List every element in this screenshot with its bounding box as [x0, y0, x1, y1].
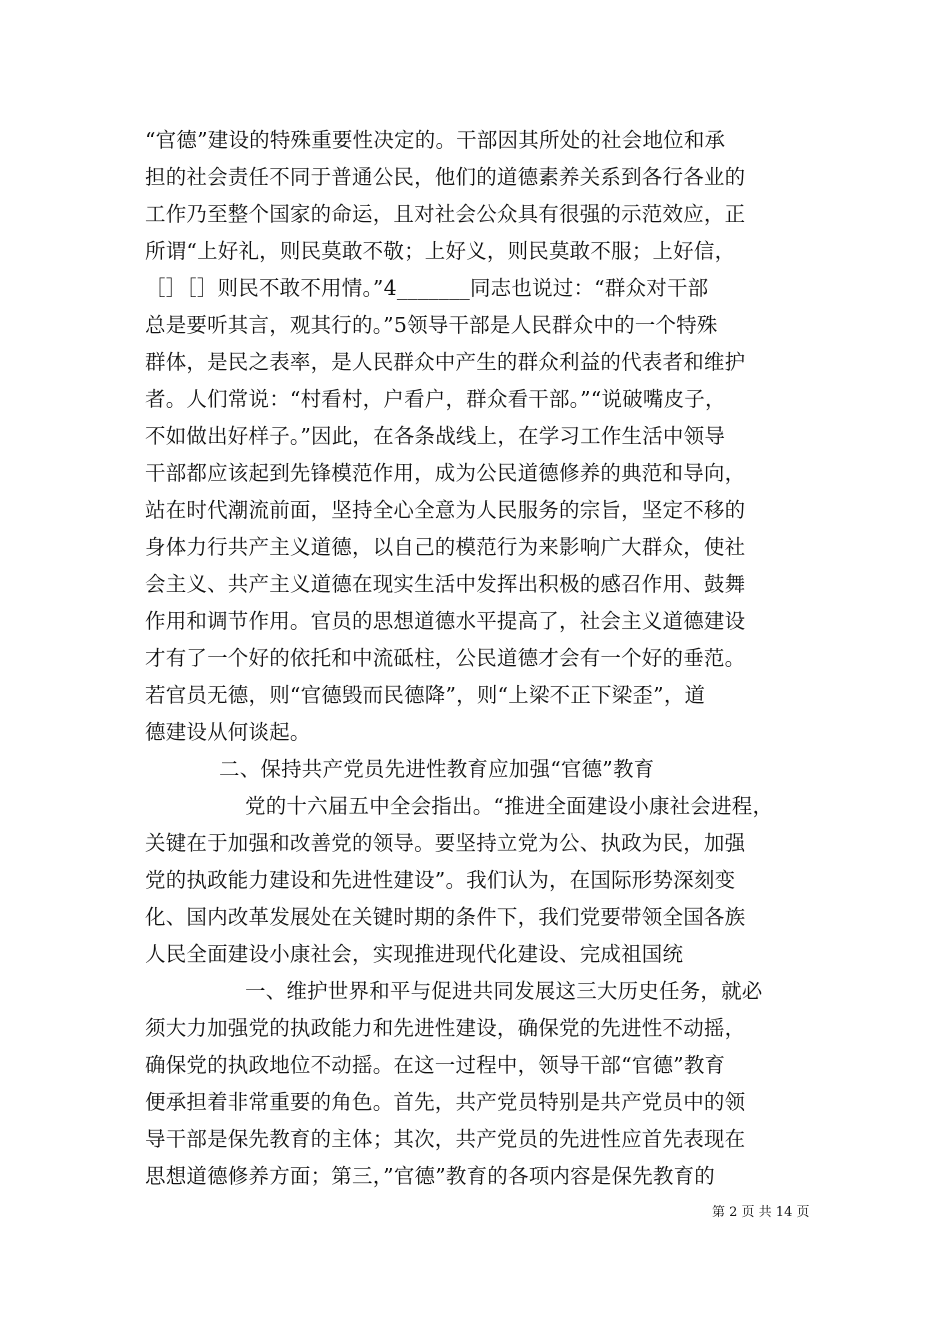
text-line: 身体力行共产主义道德，以自己的模范行为来影响广大群众，使社	[145, 535, 746, 559]
text-line: 所谓“上好礼，则民莫敢不敬；上好义，则民莫敢不服；上好信，	[145, 239, 736, 263]
text-line: ［］［］则民不敢不用情。”4_______同志也说过：“群众对干部	[145, 276, 709, 300]
text-line: 人民全面建设小康社会，实现推进现代化建设、完成祖国统	[145, 942, 684, 966]
text-line: 须大力加强党的执政能力和先进性建设，确保党的先进性不动摇，	[145, 1016, 746, 1040]
text-line: 会主义、共产主义道德在现实生活中发挥出积极的感召作用、鼓舞	[145, 572, 746, 596]
text-line: 者。人们常说：“村看村，户看户，群众看干部。”“说破嘴皮子，	[145, 387, 726, 411]
text-line: 党的执政能力建设和先进性建设”。我们认为，在国际形势深刻变	[145, 868, 736, 892]
text-line: 才有了一个好的依托和中流砥柱，公民道德才会有一个好的垂范。	[145, 646, 746, 670]
text-line: 干部都应该起到先锋模范作用，成为公民道德修养的典范和导向，	[145, 461, 746, 485]
page-number-footer: 第 2 页 共 14 页	[712, 1205, 810, 1220]
text-line: 总是要听其言，观其行的。”5领导干部是人民群众中的一个特殊	[145, 313, 718, 337]
text-line: 化、国内改革发展处在关键时期的条件下，我们党要带领全国各族	[145, 905, 746, 929]
text-line: 确保党的执政地位不动摇。在这一过程中，领导干部“官德”教育	[145, 1053, 726, 1077]
text-line: 群体，是民之表率，是人民群众中产生的群众利益的代表者和维护	[145, 350, 746, 374]
text-line: “官德”建设的特殊重要性决定的。干部因其所处的社会地位和承	[145, 128, 726, 152]
text-line: 导干部是保先教育的主体；其次，共产党员的先进性应首先表现在	[145, 1127, 746, 1151]
paragraph-first-line: 党的十六届五中全会指出。“推进全面建设小康社会进程，	[245, 794, 774, 818]
text-line: 便承担着非常重要的角色。首先，共产党员特别是共产党员中的领	[145, 1090, 746, 1114]
text-line: 站在时代潮流前面，坚持全心全意为人民服务的宗旨，坚定不移的	[145, 498, 746, 522]
text-line: 担的社会责任不同于普通公民，他们的道德素养关系到各行各业的	[145, 165, 746, 189]
paragraph-first-line: 一、维护世界和平与促进共同发展这三大历史任务，就必	[245, 979, 763, 1003]
text-line: 关键在于加强和改善党的领导。要坚持立党为公、执政为民，加强	[145, 831, 746, 855]
text-line: 工作乃至整个国家的命运，且对社会公众具有很强的示范效应，正	[145, 202, 746, 226]
text-line: 不如做出好样子。”因此，在各条战线上，在学习工作生活中领导	[145, 424, 726, 448]
section-heading: 二、保持共产党员先进性教育应加强“官德”教育	[219, 757, 655, 781]
text-line: 若官员无德，则“官德毁而民德降”，则“上梁不正下梁歪”，道	[145, 683, 706, 707]
text-line: 德建设从何谈起。	[145, 720, 311, 744]
text-line: 作用和调节作用。官员的思想道德水平提高了，社会主义道德建设	[145, 609, 746, 633]
text-line: 思想道德修养方面；第三，”官德”教育的各项内容是保先教育的	[145, 1164, 716, 1188]
